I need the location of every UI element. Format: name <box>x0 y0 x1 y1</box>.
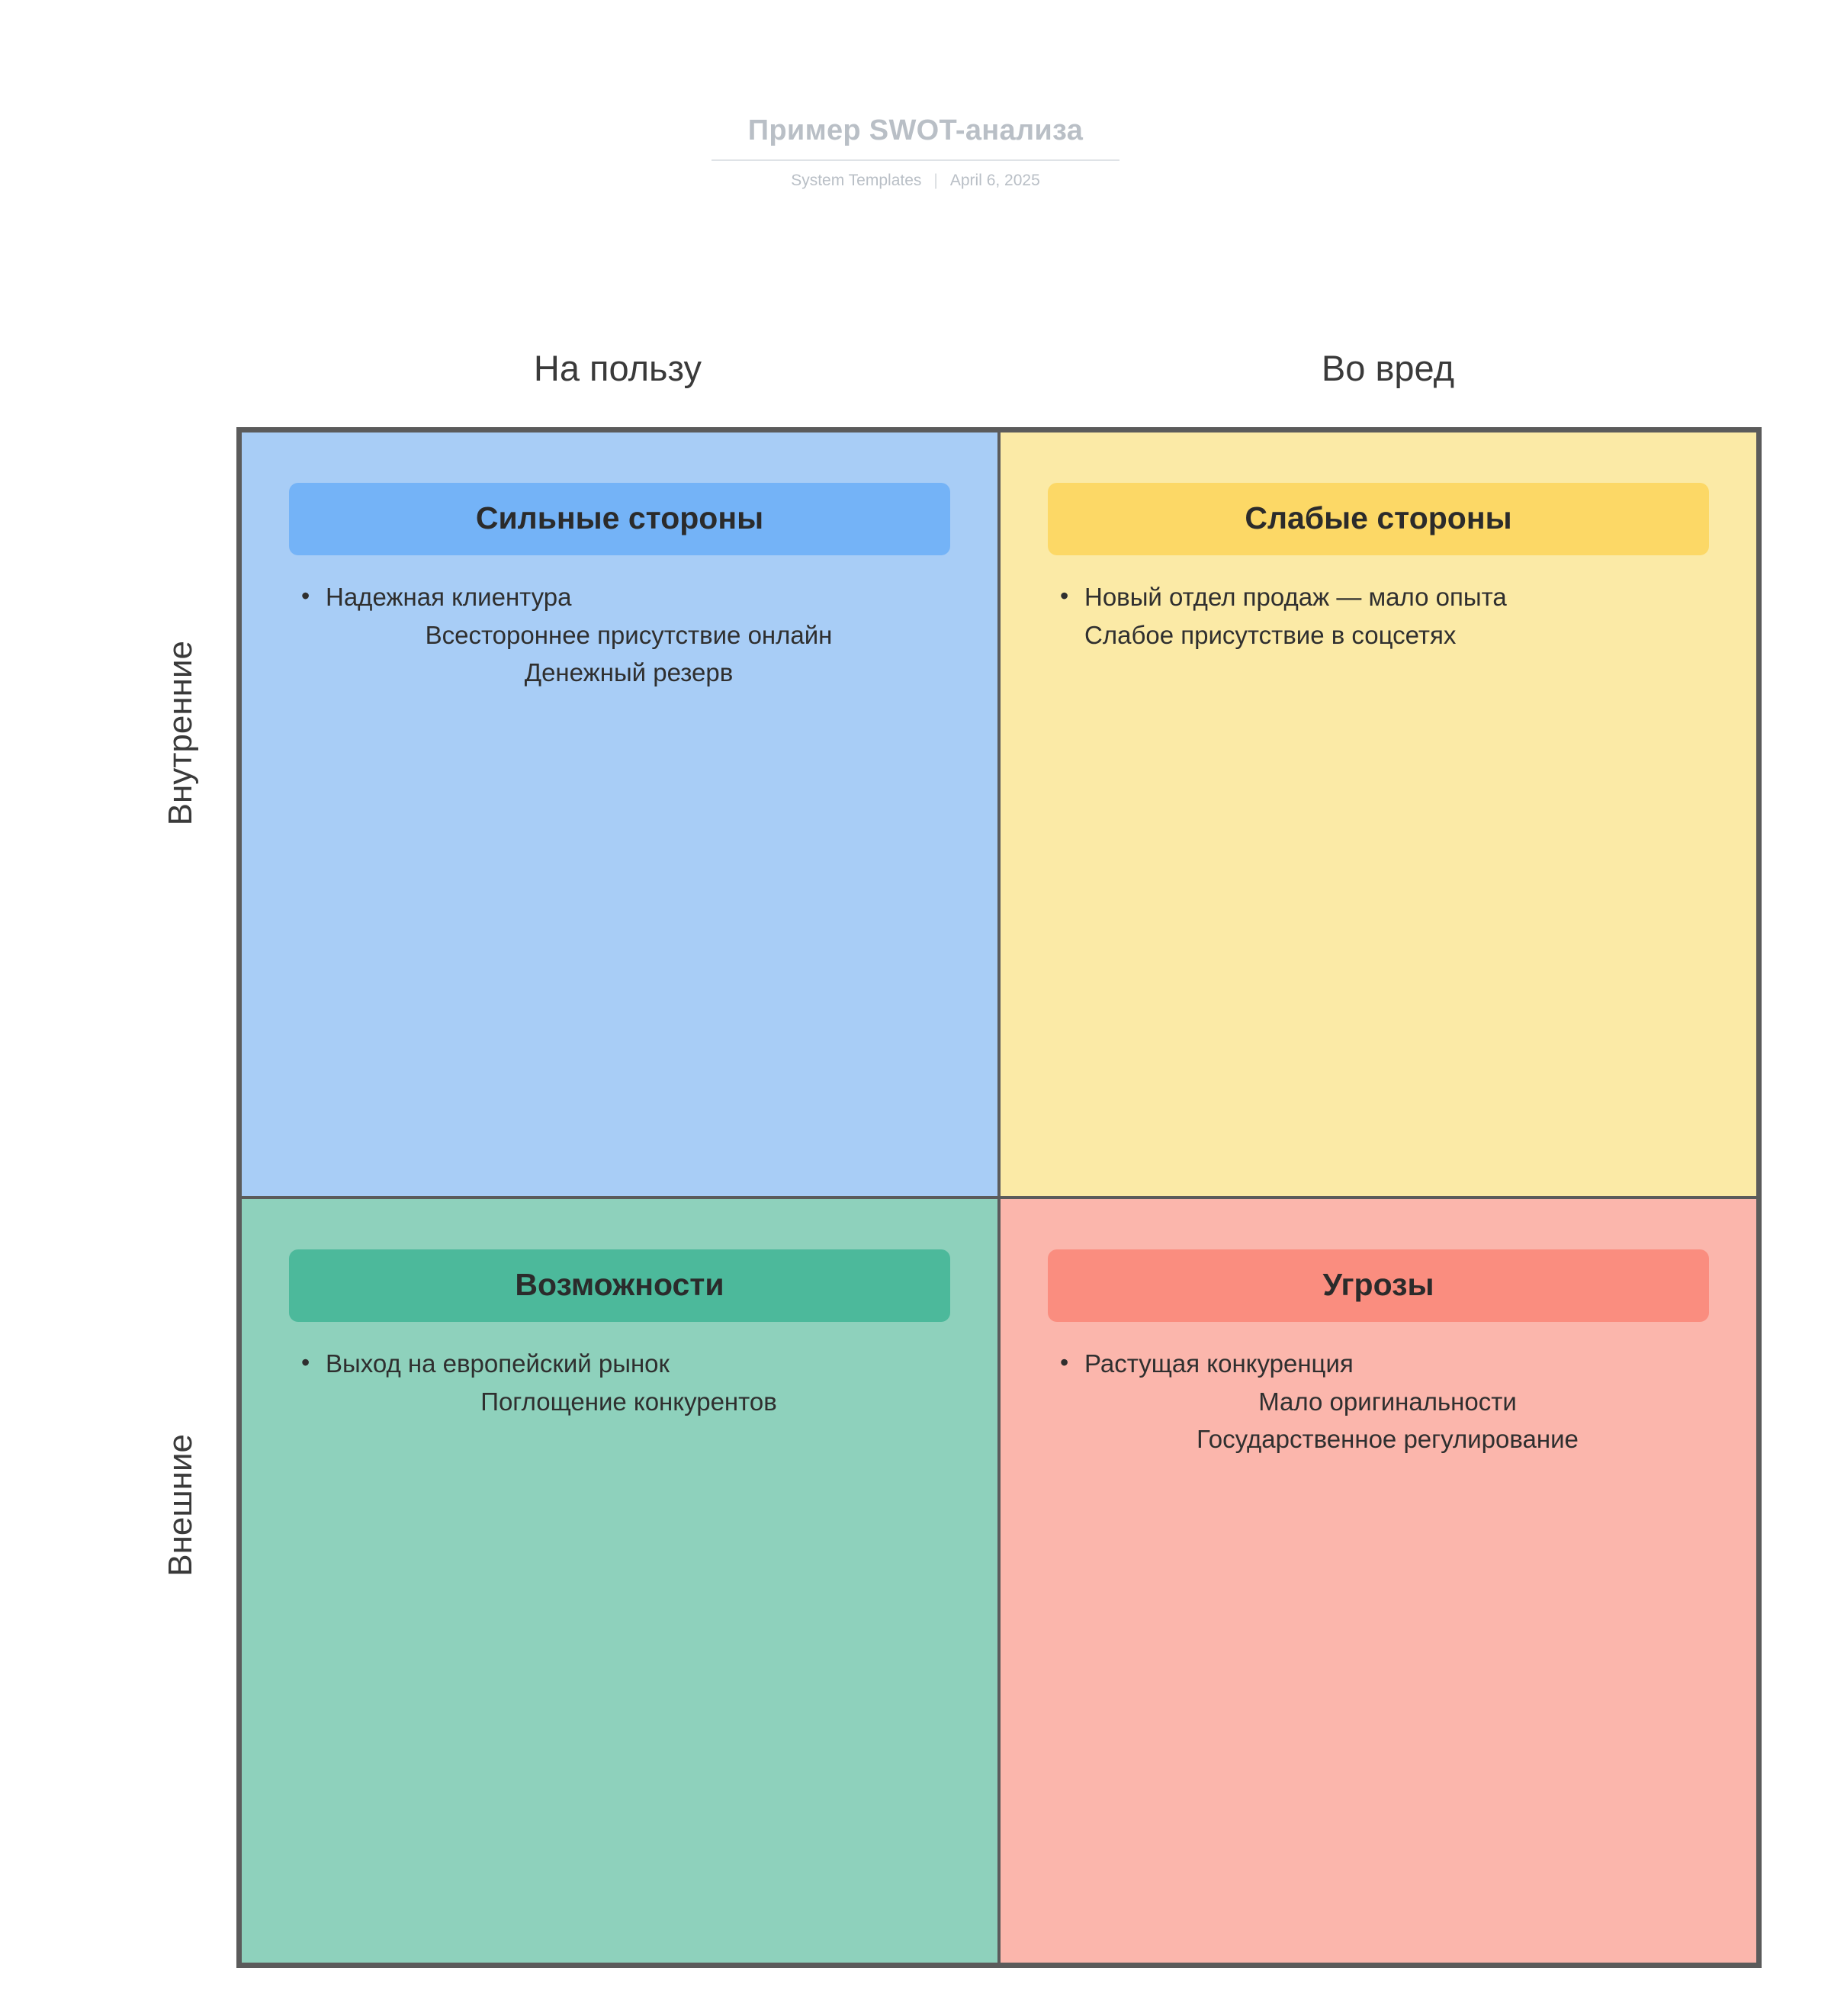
list-item: Денежный резерв <box>524 658 734 687</box>
quadrant-weaknesses[interactable] <box>1001 432 1756 1196</box>
list-item: • Выход на европейский рынок <box>326 1346 950 1381</box>
row-label-external: Внешние <box>162 1434 199 1577</box>
column-header-harmful: Во вред <box>1321 348 1455 388</box>
quadrant-body-weaknesses <box>1048 580 1709 652</box>
strengths-list <box>289 580 950 690</box>
quadrant-title-weaknesses: Слабые стороны <box>1048 483 1709 555</box>
opportunities-list <box>289 1346 950 1419</box>
list-item: • Растущая конкуренция <box>1084 1346 1709 1381</box>
quadrant-body-strengths <box>289 580 950 690</box>
weaknesses-list <box>1048 580 1709 652</box>
list-item: Слабое присутствие в соцсетях <box>1084 620 1457 649</box>
list-item: • Новый отдел продаж — мало опыта <box>1084 580 1709 615</box>
meta-separator: | <box>933 172 938 189</box>
list-item: • Надежная клиентура <box>326 580 950 615</box>
threats-list <box>1048 1346 1709 1457</box>
quadrant-body-opportunities <box>289 1346 950 1419</box>
column-header-helpful: На пользу <box>533 348 702 388</box>
row-label-internal: Внутренние <box>162 641 199 826</box>
document-date: April 6, 2025 <box>949 172 1040 189</box>
swot-matrix <box>236 427 1762 1968</box>
document-header <box>0 114 1831 190</box>
quadrant-opportunities[interactable] <box>242 1199 997 1963</box>
list-item: Мало оригинальности <box>1258 1387 1517 1416</box>
list-item: Поглощение конкурентов <box>480 1387 777 1416</box>
document-meta <box>0 172 1831 190</box>
quadrant-strengths[interactable] <box>242 432 997 1196</box>
quadrant-threats[interactable] <box>1001 1199 1756 1963</box>
quadrant-title-opportunities: Возможности <box>289 1249 950 1322</box>
list-item: Всестороннее присутствие онлайн <box>425 620 833 649</box>
list-item: Государственное регулирование <box>1197 1425 1579 1454</box>
quadrant-title-threats: Угрозы <box>1048 1249 1709 1322</box>
page-title: Пример SWOT-анализа <box>712 114 1119 161</box>
quadrant-body-threats <box>1048 1346 1709 1457</box>
quadrant-title-strengths: Сильные стороны <box>289 483 950 555</box>
document-source: System Templates <box>791 172 922 189</box>
